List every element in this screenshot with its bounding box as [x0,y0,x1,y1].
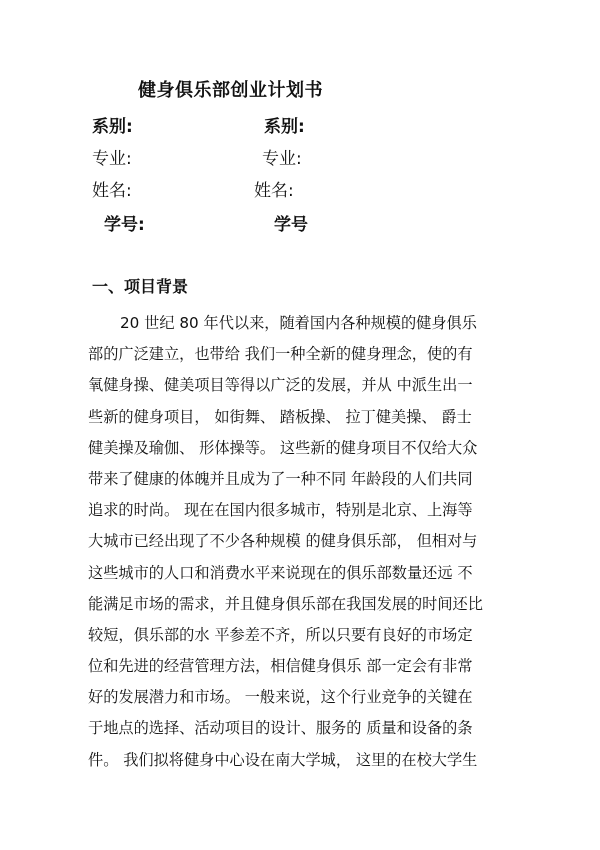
body-line: 健美操及瑜伽、 形体操等。 这些新的健身项目不仅给大众 [88,438,478,457]
body-line: 追求的时尚。 现在在国内很多城市，特别是北京、上海等 [88,501,473,520]
body-line: 件。 我们拟将健身中心设在南大学城， 这里的在校大学生 [88,750,478,769]
body-line: 20 世纪 80 年代以来，随着国内各种规模的健身俱乐 [120,314,477,332]
name-label-right: 姓名: [254,181,294,201]
body-line: 大城市已经出现了不少各种规模 的健身俱乐部， 但相对与 [88,532,478,551]
body-line: 些新的健身项目， 如街舞、 踏板操、 拉丁健美操、 爵士 [88,407,472,426]
name-label-left: 姓名: [92,181,132,201]
body-paragraph [88,308,518,776]
major-label-right: 专业: [262,149,302,169]
document-title: 健身俱乐部创业计划书 [138,80,323,101]
major-label-left: 专业: [92,149,132,169]
body-line: 好的发展潜力和市场。 一般来说，这个行业竞争的关键在 [88,688,473,707]
body-line: 较短，俱乐部的水 平参差不齐，所以只要有良好的市场定 [88,625,473,644]
body-line: 位和先进的经营管理方法，相信健身俱乐 部一定会有非常 [88,657,473,676]
body-line: 带来了健康的体魄并且成为了一种不同 年龄段的人们共同 [88,469,473,488]
student-id-label-left: 学号: [104,215,145,235]
body-line: 部的广泛建立，也带给 我们一种全新的健身理念，使的有 [88,345,473,364]
body-line: 氧健身操、健美项目等得以广泛的发展，并从 中派生出一 [88,376,473,395]
body-line: 能满足市场的需求，并且健身俱乐部在我国发展的时间还比 [88,594,483,613]
student-id-label-right: 学号 [274,215,308,235]
department-label-right: 系别: [264,117,305,137]
body-line: 这些城市的人口和消费水平来说现在的俱乐部数量还远 不 [88,563,473,582]
body-line: 于地点的选择、活动项目的设计、服务的 质量和设备的条 [88,719,473,738]
department-label-left: 系别: [92,117,133,137]
section-heading: 一、项目背景 [92,277,189,296]
